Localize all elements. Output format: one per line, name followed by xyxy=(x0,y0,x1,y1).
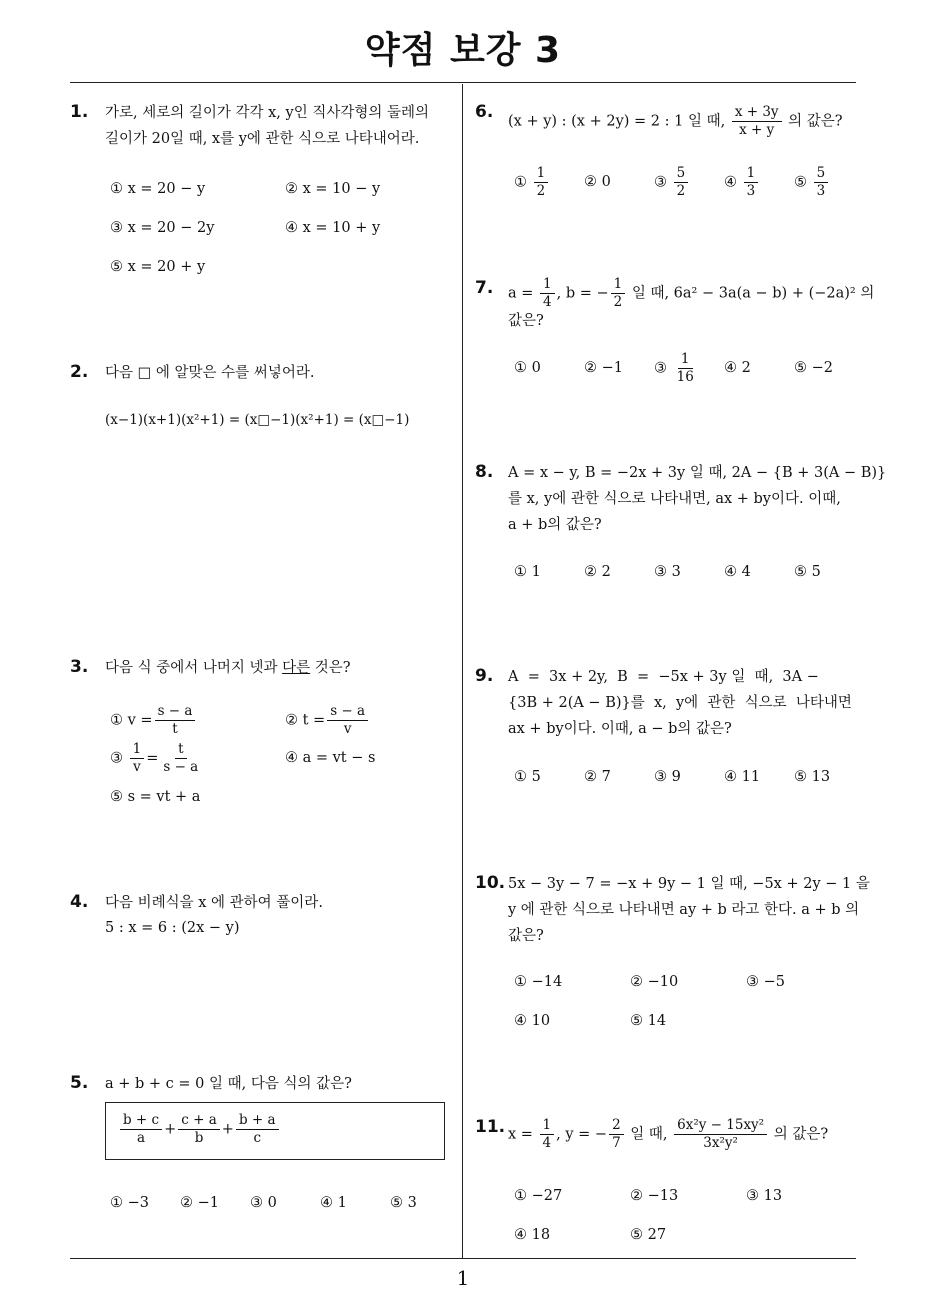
q5-expression: $\frac{b + c}{a}$ + $\frac{c + a}{b}$ + $\frac{b + a}{c}$ xyxy=(118,1112,281,1147)
q10-choice-4[interactable]: ④ 10 xyxy=(514,1013,551,1029)
top-divider xyxy=(70,82,856,83)
q8-choice-3[interactable]: ③ 3 xyxy=(654,564,681,580)
q11-choice-1[interactable]: ① −27 xyxy=(514,1188,563,1204)
q1-choice-5[interactable]: ⑤ x = 20 + y xyxy=(110,259,206,275)
q1-choice-3[interactable]: ③ x = 20 − 2y xyxy=(110,220,215,236)
q9-choice-4[interactable]: ④ 11 xyxy=(724,769,761,785)
q9-number: 9. xyxy=(475,666,494,686)
q1-choice-4[interactable]: ④ x = 10 + y xyxy=(285,220,381,236)
q2-number: 2. xyxy=(70,362,89,382)
q6-choice-5[interactable]: ⑤ $\frac{5}{3}$ xyxy=(794,165,830,200)
q3-underlined-word: 다른 xyxy=(282,660,311,676)
q9-line1: A = 3x + 2y, B = −5x + 3y 일 때, 3A − xyxy=(508,669,819,685)
q8-choice-5[interactable]: ⑤ 5 xyxy=(794,564,821,580)
q8-line2: 를 x, y에 관한 식으로 나타내면, ax + by이다. 이때, xyxy=(508,491,841,507)
q10-number: 10. xyxy=(475,873,506,893)
q3-number: 3. xyxy=(70,657,89,677)
q7-choice-3[interactable]: ③ $\frac{1}{16}$ xyxy=(654,351,694,385)
q1-line1: 가로, 세로의 길이가 각각 x, y인 직사각형의 둘레의 xyxy=(105,105,429,121)
q5-choice-4[interactable]: ④ 1 xyxy=(320,1195,347,1211)
q8-choice-1[interactable]: ① 1 xyxy=(514,564,541,580)
q3-choice-1[interactable]: ① v = $\frac{s - a}{t}$ xyxy=(110,703,197,738)
q7-choice-5[interactable]: ⑤ −2 xyxy=(794,360,833,376)
q4-line2: 5 : x = 6 : (2x − y) xyxy=(105,920,240,936)
q7-choice-1[interactable]: ① 0 xyxy=(514,360,541,376)
q5-choice-5[interactable]: ⑤ 3 xyxy=(390,1195,417,1211)
q6-choice-4[interactable]: ④ $\frac{1}{3}$ xyxy=(724,165,760,200)
q2-expression: (x−1)(x+1)(x²+1) = (x□−1)(x²+1) = (x□−1) xyxy=(105,412,410,428)
q5-choice-1[interactable]: ① −3 xyxy=(110,1195,149,1211)
q1-choice-1[interactable]: ① x = 20 − y xyxy=(110,181,206,197)
q10-choice-2[interactable]: ② −10 xyxy=(630,974,679,990)
q8-line1: A = x − y, B = −2x + 3y 일 때, 2A − {B + 3(A − B)} xyxy=(508,465,887,481)
q10-line2: y 에 관한 식으로 나타내면 ay + b 라고 한다. a + b 의 xyxy=(508,902,860,918)
q9-choice-1[interactable]: ① 5 xyxy=(514,769,541,785)
q1-line2: 길이가 20일 때, x를 y에 관한 식으로 나타내어라. xyxy=(105,131,420,147)
q2-line1: 다음 □ 에 알맞은 수를 써넣어라. xyxy=(105,365,315,381)
page-title: 약점 보강 3 xyxy=(364,30,562,71)
column-divider xyxy=(462,84,463,1258)
q7-line2: 값은? xyxy=(508,313,544,329)
q4-number: 4. xyxy=(70,892,89,912)
q10-choice-3[interactable]: ③ −5 xyxy=(746,974,785,990)
q3-choice-5[interactable]: ⑤ s = vt + a xyxy=(110,789,201,805)
q1-choice-2[interactable]: ② x = 10 − y xyxy=(285,181,381,197)
q10-line3: 값은? xyxy=(508,928,544,944)
q8-choice-2[interactable]: ② 2 xyxy=(584,564,611,580)
q7-number: 7. xyxy=(475,278,494,298)
q6-number: 6. xyxy=(475,102,494,122)
q3-line1: 다음 식 중에서 나머지 넷과 다른 것은? xyxy=(105,660,351,676)
q1-number: 1. xyxy=(70,102,89,122)
q5-line1: a + b + c = 0 일 때, 다음 식의 값은? xyxy=(105,1076,352,1092)
q6-question: (x + y) : (x + 2y) = 2 : 1 일 때, $\frac{x + 3y}{x + y}$ 의 값은? xyxy=(508,104,843,138)
q8-line3: a + b의 값은? xyxy=(508,517,602,533)
q10-choice-5[interactable]: ⑤ 14 xyxy=(630,1013,667,1029)
q11-question: x = $\frac{1}{4}$ , y = − $\frac{2}{7}$ 일 때, $\frac{\text{6x²y − 15xy²}}{\text{3x²y²}}$ 의 값은? xyxy=(508,1117,829,1151)
q11-number: 11. xyxy=(475,1117,506,1137)
bottom-divider xyxy=(70,1258,856,1259)
q3-choice-4[interactable]: ④ a = vt − s xyxy=(285,750,376,766)
q9-line2: {3B + 2(A − B)}를 x, y에 관한 식으로 나타내면 xyxy=(508,695,852,711)
q11-choice-3[interactable]: ③ 13 xyxy=(746,1188,783,1204)
q5-choice-3[interactable]: ③ 0 xyxy=(250,1195,277,1211)
q7-choice-4[interactable]: ④ 2 xyxy=(724,360,751,376)
q10-choice-1[interactable]: ① −14 xyxy=(514,974,563,990)
q8-number: 8. xyxy=(475,462,494,482)
page-number: 1 xyxy=(456,1266,470,1290)
q5-number: 5. xyxy=(70,1073,89,1093)
q11-choice-2[interactable]: ② −13 xyxy=(630,1188,679,1204)
q10-line1: 5x − 3y − 7 = −x + 9y − 1 일 때, −5x + 2y − 1 을 xyxy=(508,876,870,892)
q11-choice-4[interactable]: ④ 18 xyxy=(514,1227,551,1243)
q6-choice-1[interactable]: ① $\frac{1}{2}$ xyxy=(514,165,550,200)
q3-choice-3[interactable]: ③ $\frac{1}{v}$ = $\frac{t}{s - a}$ xyxy=(110,741,199,775)
q6-choice-2[interactable]: ② 0 xyxy=(584,174,611,190)
q9-choice-3[interactable]: ③ 9 xyxy=(654,769,681,785)
q8-choice-4[interactable]: ④ 4 xyxy=(724,564,751,580)
q11-choice-5[interactable]: ⑤ 27 xyxy=(630,1227,667,1243)
q7-line1: a = $\frac{1}{4}$ , b = − $\frac{1}{2}$ 일 때, 6a² − 3a(a − b) + (−2a)² 의 xyxy=(508,276,875,310)
q9-choice-2[interactable]: ② 7 xyxy=(584,769,611,785)
q9-line3: ax + by이다. 이때, a − b의 값은? xyxy=(508,721,732,737)
q4-line1: 다음 비례식을 x 에 관하여 풀이라. xyxy=(105,895,323,911)
q9-choice-5[interactable]: ⑤ 13 xyxy=(794,769,831,785)
q5-choice-2[interactable]: ② −1 xyxy=(180,1195,219,1211)
q7-choice-2[interactable]: ② −1 xyxy=(584,360,623,376)
q6-choice-3[interactable]: ③ $\frac{5}{2}$ xyxy=(654,165,690,200)
q3-choice-2[interactable]: ② t = $\frac{s - a}{v}$ xyxy=(285,703,370,738)
